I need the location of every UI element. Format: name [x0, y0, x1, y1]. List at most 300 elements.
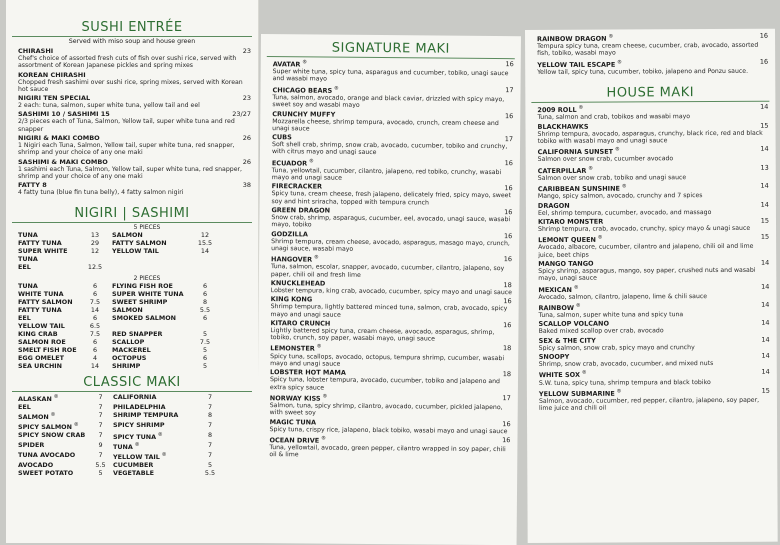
- item-name: SPICY TUNA ®: [113, 431, 163, 442]
- item-name: YELLOW TAIL: [112, 246, 159, 255]
- item-price: 6: [202, 313, 208, 322]
- item-name: SALMON ®: [18, 411, 56, 421]
- item-name: TUNA: [18, 230, 38, 239]
- item-description: Spicy tuna, lobster tempura, avocado, cucumber, tobiko and jalapeno and extra spicy sauce: [269, 376, 501, 392]
- item-name: EGG OMELET: [18, 353, 65, 362]
- table-row: [18, 239, 252, 247]
- item-description: Shrimp tempura, avocado, asparagus, crunchy, black rice, red and black tobiko with wasabi mayo and unagi sauce: [537, 129, 763, 145]
- item-description: 4 fatty tuna (blue fin tuna belly), 4 fatty salmon nigiri: [18, 189, 184, 197]
- table-row: [18, 403, 252, 411]
- item-description: Spicy salmon, snow crab, spicy mayo and crunchy: [538, 343, 695, 352]
- item-description: Lobster tempura, king crab, avocado, cucumber, spicy mayo and unagi sauce: [270, 287, 513, 297]
- item-price: 14: [760, 200, 769, 209]
- item-price: 16: [502, 419, 511, 428]
- item-name: SPICY SHRIMP: [113, 420, 165, 429]
- item-price: 16: [759, 57, 769, 66]
- item-description: Eel, shrimp tempura, cucumber, avocado, and massago: [537, 208, 712, 217]
- table-row: [18, 231, 252, 239]
- item-price: 7.5: [89, 329, 101, 338]
- menu-item: [6, 110, 258, 133]
- menu-item: [260, 109, 520, 134]
- menu-item: [258, 392, 518, 419]
- item-description: Chef's choice of assorted fresh cuts of fish over sushi rice, served with assortment of Korean Japanese pickles and spring mixes: [18, 55, 237, 70]
- item-price: 14: [200, 246, 210, 255]
- item-price: 18: [502, 344, 512, 353]
- item-description: 2/3 pieces each of Tuna, Salmon, Yellow tail, super white tuna and red snapper: [18, 118, 235, 133]
- star-icon: ®: [614, 388, 622, 395]
- item-name: FATTY TUNA: [18, 305, 62, 314]
- item-description: Spicy shrimp, asparagus, mango, soy paper, crushed nuts and wasabi mayo, unagi sauce: [538, 266, 756, 283]
- item-price: 6: [92, 337, 98, 346]
- item-name: SALMON: [112, 305, 143, 314]
- menu-item: [527, 352, 777, 369]
- item-price: 4: [92, 353, 98, 362]
- item-price: 23: [242, 94, 251, 103]
- menu-item: [526, 145, 776, 164]
- item-name: RAINBOW DRAGON ®: [537, 33, 614, 44]
- item-name: TUNA: [18, 281, 38, 290]
- table-row: [18, 461, 252, 469]
- item-price: 7: [207, 451, 213, 460]
- menu-item: [260, 133, 520, 158]
- star-icon: ®: [573, 302, 581, 309]
- star-icon: ®: [606, 33, 614, 40]
- menu-item: [258, 368, 518, 393]
- menu-item: [258, 319, 518, 344]
- signature-maki-title: SIGNATURE MAKI: [331, 40, 450, 57]
- item-name: SALMON: [112, 230, 143, 239]
- item-price: 16: [505, 60, 514, 69]
- menu-item: [6, 134, 258, 157]
- menu-item: [525, 32, 775, 58]
- item-name: RAINBOW ®: [538, 302, 581, 313]
- item-name: AVATAR ®: [272, 59, 308, 69]
- table-row: [18, 263, 252, 271]
- item-price: 7: [98, 392, 103, 401]
- star-icon: ®: [595, 234, 603, 241]
- item-price: 6: [202, 281, 208, 290]
- item-name: SWEET POTATO: [18, 469, 74, 478]
- table-row: [18, 298, 252, 306]
- item-name: SNOOPY: [538, 352, 570, 361]
- item-description: Lightly battered spicy tuna, cream cheese, avocado, asparagus, shrimp, tobiko, crunch, soy paper, wasabi mayo, unagi sauce: [270, 326, 495, 343]
- item-name: KING CRAB: [18, 329, 58, 338]
- item-price: 16: [503, 297, 512, 306]
- table-row: [18, 322, 252, 330]
- item-price: 17: [505, 85, 514, 94]
- item-name: HANGOVER ®: [270, 254, 319, 264]
- star-icon: ®: [571, 284, 579, 291]
- item-price: 9: [98, 441, 103, 450]
- item-price: 17: [504, 135, 514, 144]
- item-description: Mango, spicy salmon, avocado, crunchy and 7 spices: [537, 192, 703, 201]
- item-description: Tuna, yellowtail, avocado, green pepper, cilantro wrapped in soy paper, chili oil & lime: [269, 444, 506, 459]
- item-name: CUBS: [272, 133, 292, 142]
- item-price: 7: [98, 420, 103, 429]
- item-price: 7: [98, 430, 103, 439]
- item-price: 5.5: [204, 469, 216, 478]
- middle-panel: [257, 34, 521, 545]
- item-name: EEL: [18, 313, 31, 322]
- item-price: 26: [242, 157, 251, 166]
- table-row: [18, 393, 252, 403]
- nigiri-sashimi-title: NIGIRI | SASHIMI: [74, 205, 190, 221]
- table-row: [18, 314, 252, 322]
- item-name: CRUNCHY MUFFY: [272, 109, 336, 119]
- item-name: MANGO TANGO: [538, 259, 594, 268]
- item-name: FATTY TUNA: [18, 238, 62, 247]
- item-name: YELLOW TAIL: [18, 321, 65, 330]
- item-description: Tuna, salmon, escolar, snapper, avocado, cucumber, cilantro, jalapeno, soy paper, chili oil and fresh lime: [270, 263, 505, 279]
- item-name: CALIFORNIA SUNSET ®: [537, 146, 620, 157]
- item-price: 14: [760, 144, 769, 154]
- item-price: 18: [502, 370, 512, 379]
- menu-item: [258, 342, 518, 369]
- table-row: [18, 306, 252, 314]
- item-name: CALIFORNIA: [113, 392, 157, 401]
- menu-item: [526, 301, 776, 320]
- item-name: VEGETABLE: [113, 469, 155, 478]
- left-panel: [6, 0, 259, 543]
- menu-item: [259, 295, 519, 320]
- item-description: 1 Nigiri each Tuna, Salmon, Yellow tail, super white tuna, red snapper, shrimp and your choice of any one maki: [18, 142, 235, 157]
- item-description: Salmon, avocado, cucumber, red pepper, cilantro, jalapeno, soy paper, lime juice and chili oil: [538, 396, 760, 413]
- item-price: 14: [761, 300, 770, 309]
- item-description: Tuna, yellowtail, cucumber, cilantro, jalapeno, red tobiko, crunchy, wasabi mayo and unagi sauce: [271, 166, 502, 182]
- item-description: Shrimp tempura, cream cheese, avocado, asparagus, masago mayo, crunch, unagi sauce, wasabi mayo: [271, 237, 510, 253]
- item-price: [185, 322, 225, 330]
- item-price: 38: [242, 181, 251, 190]
- item-name: WHITE TUNA: [18, 289, 64, 298]
- sushi-entree-list: [6, 47, 258, 197]
- item-name: YELLOW TAIL ESCAPE ®: [537, 59, 623, 69]
- item-name: FATTY 8: [18, 181, 47, 190]
- item-name: MACKEREL: [112, 345, 151, 354]
- item-name: SMELT FISH ROE: [18, 345, 77, 354]
- item-name: LOBSTER HOT MAMA: [270, 368, 346, 377]
- item-description: Shrimp, snow crab, avocado, cucumber, and mixed nuts: [538, 360, 714, 368]
- item-price: 6: [202, 289, 208, 298]
- item-price: 15.5: [197, 238, 213, 247]
- item-description: Salmon, tuna, spicy shrimp, cilantro, avocado, cucumber, pickled jalapeno, with sweet soy: [269, 402, 503, 417]
- star-icon: ®: [156, 431, 163, 438]
- item-name: SCALLOP: [112, 337, 145, 346]
- nigiri-two-table: [6, 282, 258, 370]
- menu-item: [6, 47, 258, 70]
- item-price: 29: [90, 238, 100, 247]
- item-name: PHILADELPHIA: [113, 402, 166, 411]
- menu-item: [258, 418, 518, 436]
- divider: [12, 36, 252, 37]
- star-icon: ®: [48, 411, 56, 418]
- star-icon: ®: [619, 183, 627, 190]
- item-price: 6: [92, 313, 98, 322]
- item-name: YELLOW TAIL ®: [113, 452, 167, 462]
- item-price: 26: [242, 134, 251, 143]
- menu-item: [526, 200, 776, 217]
- nigiri-five-table: [6, 231, 258, 271]
- item-price: 5.5: [95, 461, 106, 470]
- item-price: 5: [207, 461, 213, 470]
- item-price: 16: [503, 320, 512, 330]
- item-name: LEMONT QUEEN ®: [538, 234, 603, 245]
- item-name: CATERPILLAR ®: [537, 165, 594, 175]
- star-icon: ®: [300, 59, 308, 66]
- signature-maki-list: [257, 58, 520, 461]
- item-name: CHIRASHI: [18, 47, 54, 55]
- item-price: 23/27: [232, 110, 251, 119]
- item-description: Shrimp tempura, crab, avocado, crunchy, spicy mayo & unagi sauce: [538, 224, 751, 233]
- item-name: [112, 322, 185, 330]
- item-name: SMOKED SALMON: [112, 313, 177, 322]
- item-description: Super white tuna, spicy tuna, asparagus and cucumber, tobiko, unagi sauce and wasabi mayo: [272, 68, 509, 84]
- item-name: MAGIC TUNA: [269, 417, 317, 427]
- menu-item: [261, 58, 521, 85]
- item-price: 12: [90, 246, 100, 255]
- right-panel: [525, 29, 778, 543]
- table-row: [18, 247, 252, 263]
- item-name: FLYING FISH ROE: [112, 281, 173, 290]
- item-description: Tempura spicy tuna, cream cheese, cucumber, crab, avocado, assorted fish, tobiko, wasabi mayo: [537, 41, 759, 58]
- menu-item: [527, 368, 777, 387]
- item-name: CHICAGO BEARS ®: [272, 85, 339, 95]
- item-name: SPICY SALMON ®: [18, 421, 79, 431]
- item-price: 7: [207, 392, 213, 401]
- two-pieces-label: 2 PIECES: [133, 274, 161, 282]
- item-name: YELLOW SUBMARINE ®: [538, 388, 622, 398]
- table-row: [18, 451, 252, 461]
- table-row: [18, 282, 252, 290]
- item-name: NORWAY KISS ®: [269, 393, 328, 403]
- table-row: [18, 290, 252, 298]
- star-icon: ®: [332, 85, 339, 92]
- item-price: 6: [202, 353, 208, 362]
- item-name: ALASKAN ®: [18, 393, 59, 403]
- item-name: GODZILLA: [271, 229, 308, 239]
- item-price: 14: [761, 282, 770, 291]
- item-name: 2009 ROLL ®: [537, 104, 584, 115]
- item-price: 7.5: [89, 297, 101, 306]
- item-name: SCALLOP VOLCANO: [538, 320, 609, 329]
- menu-item: [259, 279, 519, 297]
- menu-item: [527, 386, 777, 412]
- item-description: Snow crab, shrimp, asparagus, cucumber, eel, avocado, unagi sauce, wasabi mayo, tobiko: [271, 214, 511, 229]
- menu-item: [260, 84, 520, 111]
- item-name: SASHIMI 10 / SASHIMI 15: [18, 110, 110, 119]
- menu-item: [527, 319, 777, 336]
- item-name: LEMONSTER ®: [270, 343, 322, 354]
- item-price: 16: [502, 435, 511, 445]
- item-name: FIRECRACKER: [271, 182, 323, 191]
- item-price: 8: [207, 410, 213, 419]
- item-price: 12: [200, 230, 210, 239]
- item-price: 14: [761, 351, 770, 360]
- table-row: [18, 330, 252, 338]
- item-name: GREEN DRAGON: [271, 206, 331, 215]
- table-row: [18, 362, 252, 370]
- item-description: Yellow tail, spicy tuna, cucumber, tobiko, jalapeno and Ponzu sauce.: [537, 67, 749, 76]
- menu-item: [526, 163, 776, 182]
- item-price: 15: [760, 232, 770, 241]
- item-name: SEA URCHIN: [18, 361, 63, 370]
- menu-item: [526, 182, 776, 201]
- star-icon: ®: [586, 165, 594, 172]
- house-maki-list: [525, 103, 777, 413]
- star-icon: ®: [576, 104, 584, 111]
- item-description: Chopped fresh sashimi over sushi rice, spring mixes, served with Korean hot sauce: [18, 78, 243, 93]
- menu-item: [525, 103, 775, 122]
- sushi-entree-title: SUSHI ENTRÉE: [81, 20, 183, 35]
- item-price: 7: [207, 441, 213, 450]
- item-price: 14: [760, 258, 770, 267]
- item-name: SASHIMI & MAKI COMBO: [18, 157, 108, 166]
- star-icon: ®: [615, 59, 623, 66]
- star-icon: ®: [132, 442, 140, 449]
- item-description: Spicy tuna, cream cheese, fresh jalapeno, delicately fried, spicy mayo, sweet soy and hint sriracha, topped with tempura crunch: [271, 190, 511, 207]
- star-icon: ®: [320, 393, 328, 400]
- item-name: RED SNAPPER: [112, 329, 163, 338]
- table-row: [18, 441, 252, 451]
- item-price: 16: [504, 208, 513, 217]
- table-row: [18, 411, 252, 421]
- item-name: SPICY SNOW CRAB: [18, 430, 86, 439]
- item-price: 14: [90, 305, 100, 314]
- menu-item: [526, 217, 776, 234]
- item-price: 14: [761, 335, 770, 344]
- star-icon: ®: [314, 343, 322, 350]
- item-name: MEXICAN ®: [538, 284, 579, 294]
- item-name: NIGIRI TEN SPECIAL: [18, 94, 91, 103]
- item-name: KOREAN CHIRASHI: [18, 70, 86, 79]
- menu-item: [257, 434, 517, 461]
- item-name: TUNA AVOCADO: [18, 451, 76, 460]
- item-price: 16: [503, 255, 513, 264]
- item-description: 1 sashimi each Tuna, Salmon, Yellow tail, super white tuna, red snapper, shrimp and your choice of any one maki: [18, 165, 243, 180]
- item-price: 5: [98, 469, 103, 478]
- item-price: 15: [760, 216, 770, 225]
- item-name: OCTOPUS: [112, 353, 147, 362]
- item-name: SALMON ROE: [18, 337, 66, 346]
- item-name: KING KONG: [270, 295, 313, 304]
- item-name: SUPER WHITE TUNA: [112, 289, 184, 298]
- item-description: Spicy tuna, scallops, avocado, octopus, tempura shrimp, cucumber, wasabi mayo and unagi sauce: [270, 352, 505, 368]
- item-name: DRAGON: [537, 201, 570, 210]
- item-price: 7: [207, 402, 213, 411]
- item-price: [185, 263, 225, 271]
- table-row: [18, 354, 252, 362]
- menu-item: [525, 57, 775, 76]
- item-name: EEL: [18, 402, 31, 411]
- item-price: 14: [90, 361, 100, 370]
- item-name: FATTY SALMON: [18, 297, 73, 306]
- star-icon: ®: [613, 146, 620, 153]
- item-price: 15: [760, 121, 769, 130]
- menu-item: [6, 181, 258, 196]
- item-price: 8: [207, 430, 213, 439]
- house-maki-title: HOUSE MAKI: [606, 85, 695, 101]
- table-row: [18, 346, 252, 354]
- item-name: AVOCADO: [18, 461, 54, 470]
- item-description: 2 each: tuna, salmon, super white tuna, yellow tail and eel: [18, 102, 200, 110]
- item-price: 7: [207, 420, 213, 429]
- classic-maki-table: [6, 393, 258, 478]
- item-price: 14: [760, 181, 769, 190]
- menu-item: [6, 158, 258, 181]
- item-name: TUNA ®: [113, 442, 140, 452]
- item-price: 5: [202, 345, 208, 354]
- item-price: 5: [202, 329, 208, 338]
- five-pieces-label: 5 PIECES: [133, 223, 161, 231]
- menu-item: [526, 259, 776, 283]
- item-name: NIGIRI & MAKI COMBO: [18, 134, 100, 143]
- table-row: [18, 469, 252, 477]
- item-description: Shrimp tempura, lightly battered minced tuna, salmon, crab, avocado, spicy mayo and unagi sauce: [270, 303, 508, 319]
- item-name: [112, 263, 185, 271]
- item-name: KITARO CRUNCH: [270, 318, 331, 328]
- star-icon: ®: [319, 435, 327, 442]
- menu-item: [527, 335, 777, 352]
- item-price: 6: [92, 281, 98, 290]
- item-price: 7: [98, 451, 103, 460]
- item-name: CUCUMBER: [113, 461, 154, 470]
- star-icon: ®: [159, 452, 167, 459]
- item-name: SHRIMP: [112, 361, 141, 370]
- item-price: 16: [504, 184, 513, 193]
- item-name: KNUCKLEHEAD: [270, 279, 326, 288]
- item-name: SEX & THE CITY: [538, 336, 596, 345]
- item-price: 8: [202, 297, 208, 306]
- item-name: SUPER WHITE TUNA: [18, 246, 68, 263]
- item-price: 14: [761, 368, 770, 377]
- table-row: [18, 421, 252, 431]
- item-name: CARIBBEAN SUNSHINE ®: [537, 183, 627, 194]
- item-description: Spicy tuna, crispy rice, jalapeno, black tobiko, wasabi mayo and unagi sauce: [269, 425, 508, 435]
- item-price: 14: [760, 102, 769, 111]
- menu-item: [526, 282, 776, 301]
- item-description: Mozzarella cheese, shrimp tempura, avocado, crunch, cream cheese and unagi sauce: [272, 117, 499, 133]
- item-price: 15: [761, 386, 770, 395]
- item-price: 16: [504, 158, 513, 167]
- item-price: 17: [502, 393, 511, 402]
- item-price: 6: [92, 345, 98, 354]
- star-icon: ®: [307, 158, 314, 165]
- item-description: Avocado, albacore, cucumber, cilantro and jalapeno, chili oil and lime juice, beet chips: [538, 243, 754, 259]
- star-icon: ®: [51, 393, 59, 400]
- item-price: 7: [98, 410, 103, 419]
- menu-item: [260, 157, 520, 184]
- item-name: BLACKHAWKS: [537, 122, 589, 131]
- item-description: Tuna, salmon and crab, tobikos and wasabi mayo: [537, 113, 691, 122]
- table-row: [18, 338, 252, 346]
- item-price: 5: [202, 361, 208, 370]
- right-top-list: [525, 32, 775, 77]
- item-description: Salmon over snow crab, tobiko and unagi sauce: [537, 174, 687, 182]
- item-description: Avocado, salmon, cilantro, jalapeno, lime & chili sauce: [538, 292, 708, 301]
- menu-item: [259, 253, 519, 280]
- menu-item: [259, 206, 519, 231]
- item-price: 16: [504, 111, 514, 120]
- item-price: 16: [759, 31, 769, 40]
- classic-maki-title: CLASSIC MAKI: [83, 374, 181, 390]
- item-name: WHITE SOX ®: [538, 370, 587, 380]
- menu-item: [6, 71, 258, 94]
- sushi-subtitle: Served with miso soup and house green: [68, 38, 196, 45]
- item-price: 13: [90, 230, 100, 239]
- item-price: 6.5: [89, 321, 101, 330]
- item-description: Baked mixed scallop over crab, avocado: [538, 327, 664, 336]
- item-description: Soft shell crab, shrimp, snow crab, avocado, cucumber, tobiko and crunchy, with citrus mayo and unagi sauce: [271, 141, 508, 157]
- divider: [12, 222, 252, 223]
